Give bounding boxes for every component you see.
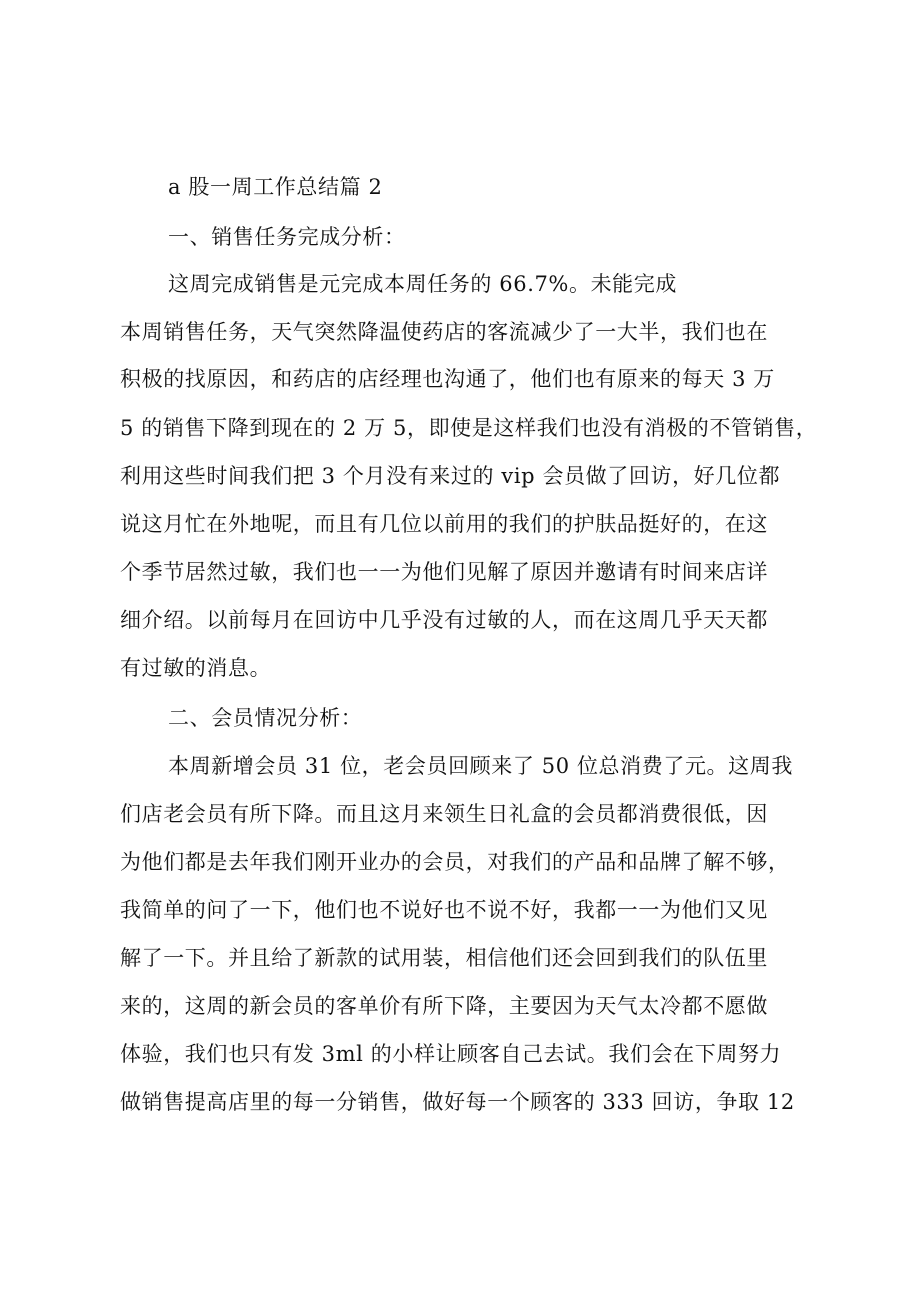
section-heading-members: 二、会员情况分析： <box>168 706 363 730</box>
paragraph-line: 为他们都是去年我们刚开业办的会员，对我们的产品和品牌了解不够， <box>120 850 790 874</box>
section-heading-sales: 一、销售任务完成分析： <box>168 225 406 249</box>
paragraph-line: 们店老会员有所下降。而且这月来领生日礼盒的会员都消费很低，因 <box>120 802 768 826</box>
paragraph-line: 本周销售任务，天气突然降温使药店的客流减少了一大半，我们也在 <box>120 320 768 344</box>
paragraph-line: 来的，这周的新会员的客单价有所下降，主要因为天气太冷都不愿做 <box>120 994 768 1018</box>
paragraph-line: 我简单的问了一下，他们也不说好也不说不好，我都一一为他们又见 <box>120 898 768 922</box>
paragraph-line: 有过敏的消息。 <box>120 656 272 680</box>
paragraph-line: 利用这些时间我们把 3 个月没有来过的 vip 会员做了回访，好几位都 <box>120 464 781 488</box>
document-title: a 股一周工作总结篇 2 <box>168 175 383 199</box>
paragraph-line: 做销售提高店里的每一分销售，做好每一个顾客的 333 回访，争取 12 <box>120 1090 795 1114</box>
paragraph-line: 说这月忙在外地呢，而且有几位以前用的我们的护肤品挺好的，在这 <box>120 512 768 536</box>
paragraph-line: 细介绍。以前每月在回访中几乎没有过敏的人，而在这周几乎天天都 <box>120 608 768 632</box>
paragraph-line: 解了一下。并且给了新款的试用装，相信他们还会回到我们的队伍里 <box>120 946 768 970</box>
paragraph-line: 积极的找原因，和药店的店经理也沟通了，他们也有原来的每天 3 万 <box>120 367 775 391</box>
paragraph-line: 体验，我们也只有发 3ml 的小样让顾客自己去试。我们会在下周努力 <box>120 1042 782 1066</box>
paragraph-line: 个季节居然过敏，我们也一一为他们见解了原因并邀请有时间来店详 <box>120 560 768 584</box>
paragraph-line: 5 的销售下降到现在的 2 万 5，即使是这样我们也没有消极的不管销售， <box>120 416 818 440</box>
paragraph-line: 这周完成销售是元完成本周任务的 66.7%。未能完成 <box>168 272 677 296</box>
paragraph-line: 本周新增会员 31 位，老会员回顾来了 50 位总消费了元。这周我 <box>168 754 793 778</box>
